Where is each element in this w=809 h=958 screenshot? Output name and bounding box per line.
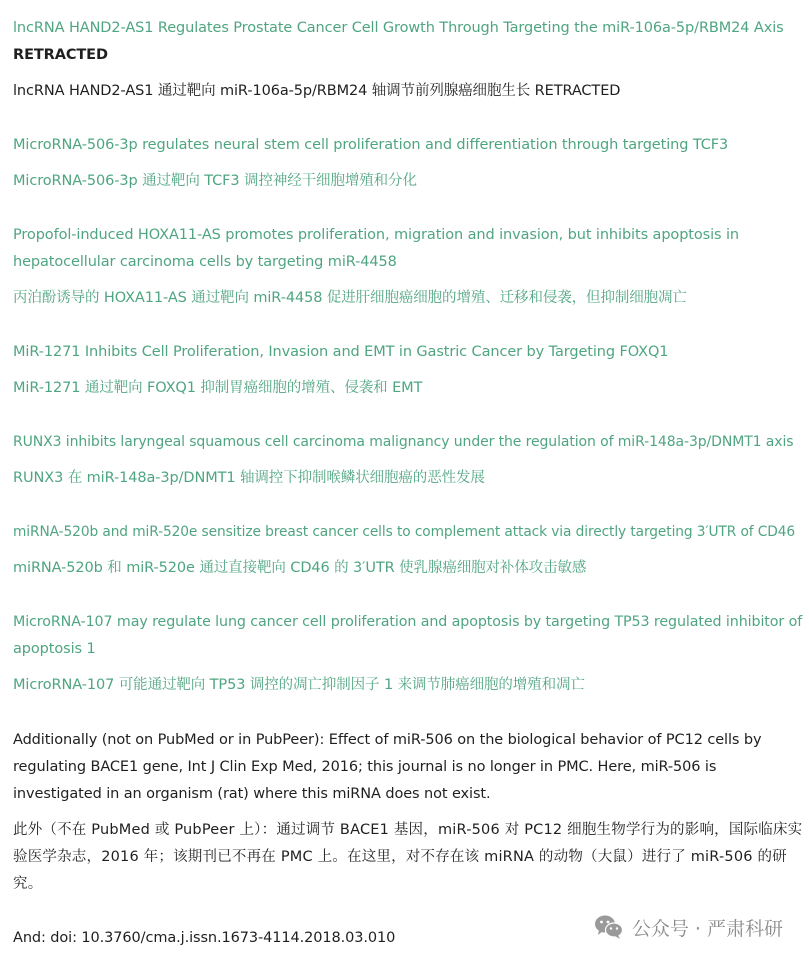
watermark bbox=[594, 912, 783, 942]
wechat-icon bbox=[594, 914, 624, 940]
article-link-en-cont[interactable]: apoptosis 1 bbox=[13, 641, 96, 657]
retracted-label: RETRACTED bbox=[13, 47, 108, 63]
article-link-zh[interactable]: RUNX3 在 miR-148a-3p/DNMT1 轴调控下抑制喉鳞状细胞癌的恶性发展 bbox=[13, 470, 485, 486]
doi-reference: And: doi: 10.3760/cma.j.issn.1673-4114.2018.03.010 bbox=[13, 930, 396, 946]
article-title-zh: lncRNA HAND2-AS1 通过靶向 miR-106a-5p/RBM24 轴调节前列腺癌细胞生长 RETRACTED bbox=[13, 83, 621, 99]
watermark-text: 公众号 · 严肃科研 bbox=[631, 917, 783, 940]
article-link-en[interactable]: miRNA-520b and miR-520e sensitize breast cancer cells to complement attack via directly targeting 3′UTR of CD46 bbox=[13, 524, 796, 540]
article-link-zh[interactable]: 丙泊酚诱导的 HOXA11-AS 通过靶向 miR-4458 促进肝细胞癌细胞的增殖、迁移和侵袭，但抑制细胞凋亡 bbox=[13, 290, 687, 306]
additional-note-en: Additionally (not on PubMed or in PubPeer): Effect of miR-506 on the biological behavior of PC12 cells by regulating BACE1 gene, Int J Clin Exp Med, 2016; this journal is no longer in PMC. Here, miR-506 is investigated in an organism (rat) where this miRNA does not exist. bbox=[13, 732, 762, 802]
article-link-en[interactable]: MicroRNA-506-3p regulates neural stem cell proliferation and differentiation through targeting TCF3 bbox=[13, 137, 729, 153]
article-link-en-cont[interactable]: hepatocellular carcinoma cells by targeting miR-4458 bbox=[13, 254, 397, 270]
article-link-zh[interactable]: MicroRNA-506-3p 通过靶向 TCF3 调控神经干细胞增殖和分化 bbox=[13, 173, 417, 189]
article-link-zh[interactable]: MiR-1271 通过靶向 FOXQ1 抑制胃癌细胞的增殖、侵袭和 EMT bbox=[13, 380, 423, 396]
additional-note-zh: 此外（不在 PubMed 或 PubPeer 上）：通过调节 BACE1 基因，miR-506 对 PC12 细胞生物学行为的影响，国际临床实验医学杂志，2016 年；该期刊已不再在 PMC 上。在这里，对不存在该 miRNA 的动物（大鼠）进行了 miR-506 的研究。 bbox=[13, 822, 803, 892]
article-link-en[interactable]: MiR-1271 Inhibits Cell Proliferation, Invasion and EMT in Gastric Cancer by Targeting FOXQ1 bbox=[13, 344, 669, 360]
article-link-en[interactable]: MicroRNA-107 may regulate lung cancer cell proliferation and apoptosis by targeting TP53 regulated inhibitor of bbox=[13, 614, 803, 630]
article-link-en[interactable]: RUNX3 inhibits laryngeal squamous cell carcinoma malignancy under the regulation of miR-148a-3p/DNMT1 axis bbox=[13, 434, 794, 450]
article-link-zh[interactable]: MicroRNA-107 可能通过靶向 TP53 调控的凋亡抑制因子 1 来调节肺癌细胞的增殖和凋亡 bbox=[13, 677, 585, 693]
article-link-en[interactable]: Propofol-induced HOXA11-AS promotes proliferation, migration and invasion, but inhibits apoptosis in bbox=[13, 227, 740, 243]
article-link-en[interactable]: lncRNA HAND2-AS1 Regulates Prostate Cancer Cell Growth Through Targeting the miR-106a-5p/RBM24 Axis bbox=[13, 20, 784, 36]
article-link-zh[interactable]: miRNA-520b 和 miR-520e 通过直接靶向 CD46 的 3′UTR 使乳腺癌细胞对补体攻击敏感 bbox=[13, 560, 587, 576]
